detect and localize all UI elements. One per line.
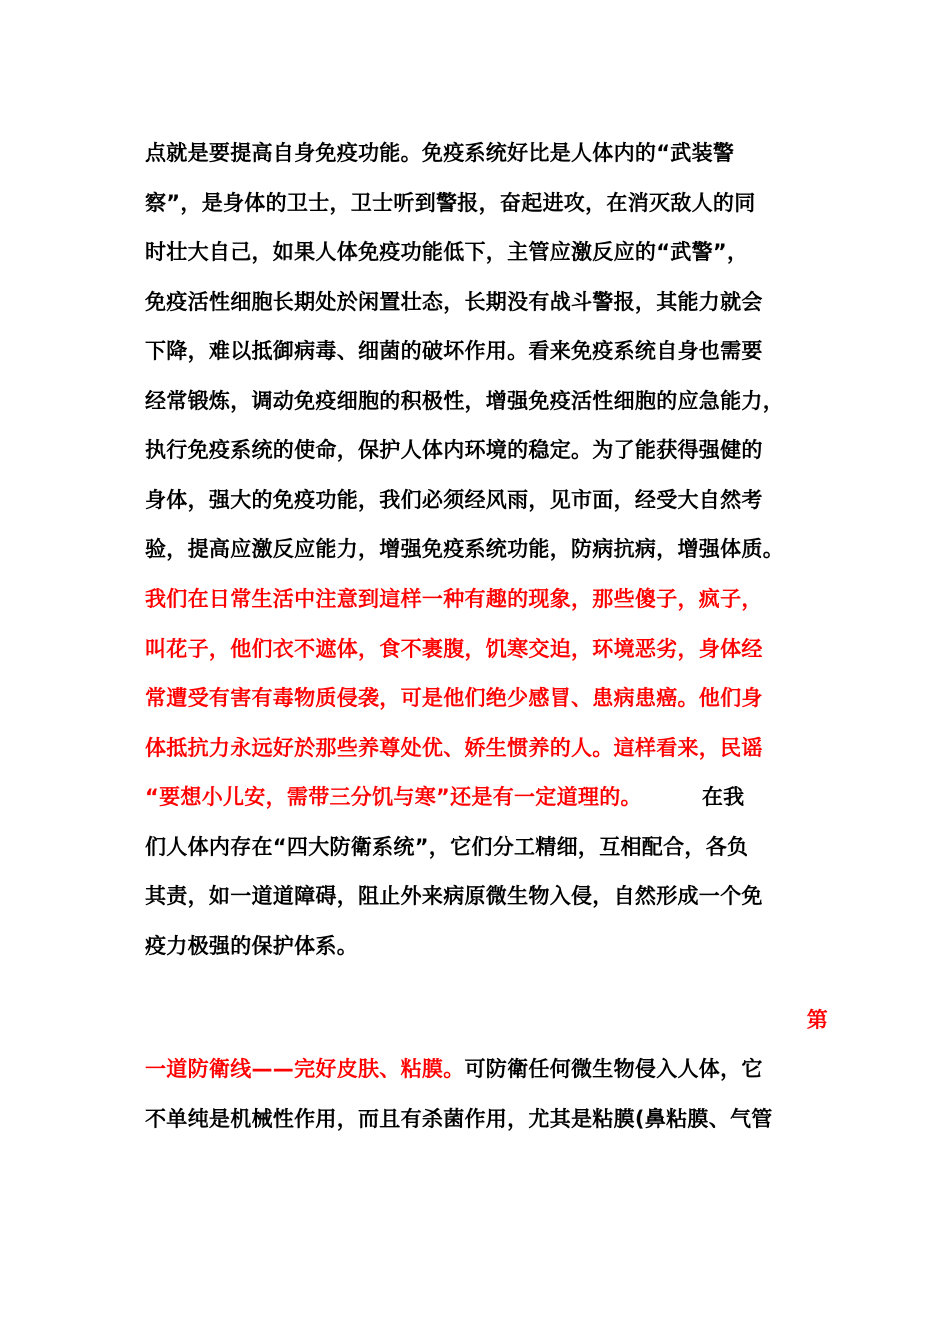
paragraph-line: 察”，是身体的卫士，卫士听到警报，奋起进攻，在消灭敌人的同 bbox=[145, 191, 756, 215]
paragraph-line: 下降，难以抵御病毒、细菌的破坏作用。看来免疫系统自身也需要 bbox=[145, 339, 763, 363]
paragraph-line: 身体，强大的免疫功能，我们必须经风雨，见市面，经受大自然考 bbox=[145, 488, 763, 512]
highlighted-line: 叫花子，他们衣不遮体，食不裹腹，饥寒交迫，环境恶劣，身体经 bbox=[145, 637, 763, 661]
paragraph-line: 其责，如一道道障碍，阻止外来病原微生物入侵，自然形成一个免 bbox=[145, 884, 763, 908]
mixed-line bbox=[145, 1052, 805, 1086]
mixed-line bbox=[145, 780, 805, 814]
folk-saying-text: “要想小儿安，需带三分饥与寒”还是有一定道理的。 bbox=[145, 785, 642, 809]
section-marker: 第 bbox=[806, 1008, 828, 1032]
paragraph-line: 时壮大自己，如果人体免疫功能低下，主管应激反应的“武警”， bbox=[145, 240, 749, 264]
highlighted-line: 我们在日常生活中注意到這样一种有趣的现象，那些傻子，疯子， bbox=[145, 587, 763, 611]
defense-line-text: 可防衛任何微生物侵入人体，它 bbox=[464, 1057, 763, 1081]
highlighted-line: 体抵抗力永远好於那些养尊处优、娇生惯养的人。這样看来，民谣 bbox=[145, 736, 763, 760]
paragraph-line: 免疫活性细胞长期处於闲置壮态，长期没有战斗警报，其能力就会 bbox=[145, 290, 763, 314]
paragraph-line: 们人体内存在“四大防衛系统”，它们分工精细，互相配合，各负 bbox=[145, 835, 749, 859]
paragraph-line: 点就是要提高自身免疫功能。免疫系统好比是人体内的“武装警 bbox=[145, 141, 735, 165]
continuation-text: 在我 bbox=[701, 785, 745, 809]
paragraph-line: 验，提高应激反应能力，增强免疫系统功能，防病抗病，增强体质。 bbox=[145, 537, 784, 561]
paragraph-line: 经常锻炼，调动免疫细胞的积极性，增强免疫活性细胞的应急能力， bbox=[145, 389, 784, 413]
paragraph-line: 不单纯是机械性作用，而且有杀菌作用，尤其是粘膜(鼻粘膜、气管 bbox=[145, 1107, 773, 1131]
defense-line-heading: 一道防衛线——完好皮肤、粘膜。 bbox=[145, 1057, 465, 1081]
paragraph-line: 疫力极强的保护体系。 bbox=[145, 934, 358, 958]
highlighted-line: 常遭受有害有毒物质侵袭，可是他们绝少感冒、患病患癌。他们身 bbox=[145, 686, 763, 710]
paragraph-line: 执行免疫系统的使命，保护人体内环境的稳定。为了能获得强健的 bbox=[145, 438, 763, 462]
